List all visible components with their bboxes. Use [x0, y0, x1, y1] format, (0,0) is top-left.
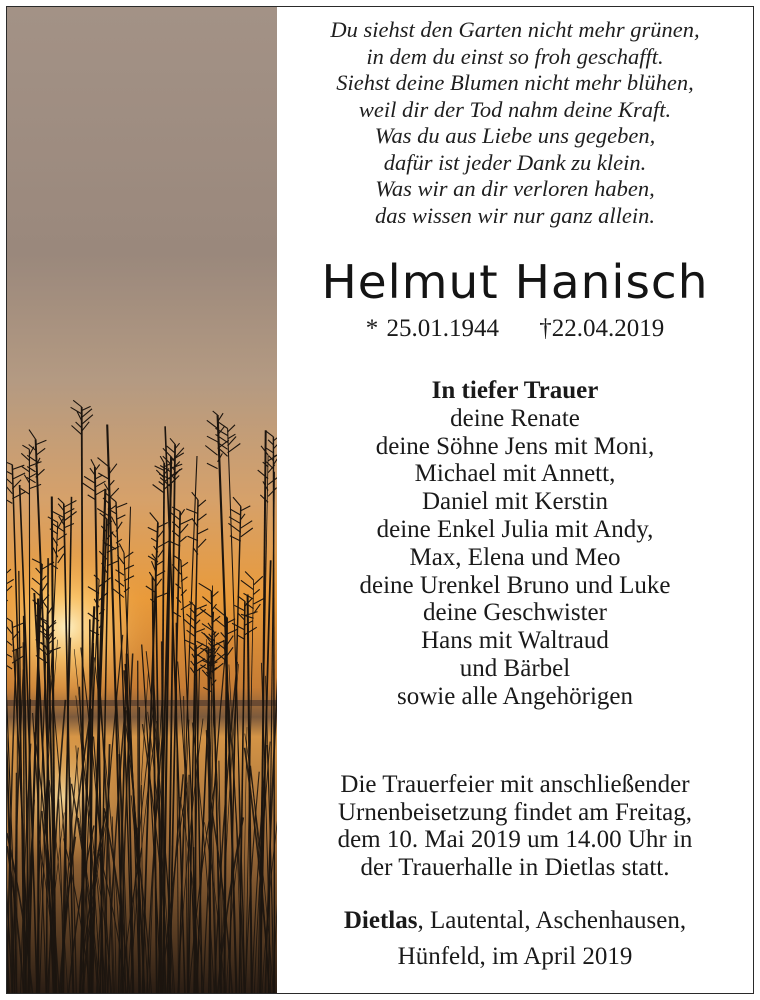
mourner-line: deine Enkel Julia mit Andy,	[376, 515, 654, 543]
mourner-line: deine Urenkel Bruno und Luke	[359, 571, 671, 599]
mourner-line: Hans mit Waltraud	[421, 627, 609, 655]
places-line	[277, 903, 753, 939]
poem-line: in dem du einst so froh geschafft.	[366, 43, 664, 69]
service-line: Urnenbeisetzung findet am Freitag,	[337, 798, 693, 826]
mourner-line: Michael mit Annett,	[414, 460, 616, 488]
place-bold: Dietlas	[343, 907, 418, 934]
places-line-2: Hünfeld, im April 2019	[397, 943, 633, 970]
place-and-date	[277, 903, 753, 975]
poem-line: Du siehst den Garten nicht mehr grünen,	[330, 17, 700, 42]
life-dates	[277, 315, 753, 343]
poem-line: Was du aus Liebe uns gegeben,	[374, 123, 656, 148]
mourner-line: Max, Elena und Meo	[409, 543, 621, 571]
service-line: der Trauerhalle in Dietlas statt.	[360, 853, 670, 881]
sunset-reeds-photo	[7, 7, 277, 993]
death-date: †22.04.2019	[539, 315, 665, 342]
mourning-heading: In tiefer Trauer	[431, 377, 599, 404]
memorial-poem	[277, 17, 753, 229]
poem-line: Was wir an dir verloren haben,	[375, 176, 655, 201]
obituary-card	[6, 6, 754, 994]
mourner-line: sowie alle Angehörigen	[396, 682, 634, 710]
mourner-line: deine Renate	[450, 404, 580, 432]
mourner-line: deine Söhne Jens mit Moni,	[375, 432, 655, 460]
places-rest: , Lautental, Aschenhausen,	[417, 907, 687, 934]
grass-blade	[91, 709, 92, 993]
poem-line: weil dir der Tod nahm deine Kraft.	[358, 96, 672, 122]
mourners-list	[277, 377, 753, 711]
service-line: dem 10. Mai 2019 um 14.00 Uhr in	[337, 826, 693, 853]
mourner-line: Daniel mit Kerstin	[421, 488, 609, 516]
sunset-reeds-image	[7, 7, 277, 993]
poem-line: dafür ist jeder Dank zu klein.	[383, 149, 647, 175]
mourner-line: deine Geschwister	[423, 599, 607, 627]
obituary-text	[277, 7, 753, 993]
funeral-service-info	[277, 771, 753, 881]
poem-line: das wissen wir nur ganz allein.	[374, 202, 656, 228]
mourner-line: und Bärbel	[459, 654, 571, 682]
poem-line: Siehst deine Blumen nicht mehr blühen,	[336, 70, 694, 95]
service-line: Die Trauerfeier mit anschließender	[340, 771, 690, 798]
birth-date: * 25.01.1944	[365, 315, 499, 342]
deceased-name: Helmut Hanisch	[321, 255, 709, 309]
